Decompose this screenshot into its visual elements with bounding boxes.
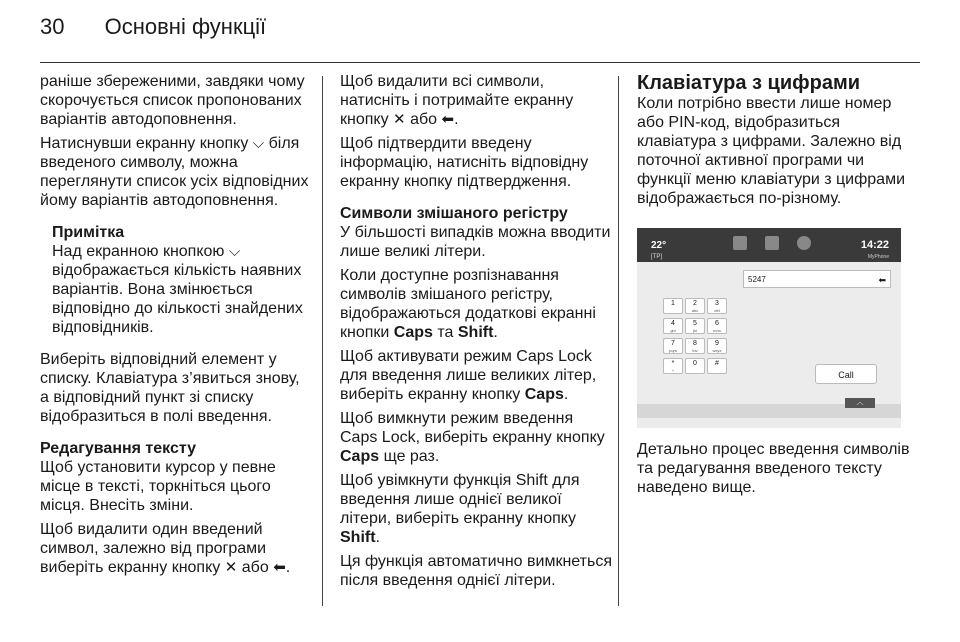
keypad-key[interactable] xyxy=(707,318,727,334)
key-digit: * xyxy=(671,360,675,367)
entry-value: 5247 xyxy=(748,275,766,284)
text: та xyxy=(437,324,454,341)
key-digit: 3 xyxy=(715,300,719,307)
text: . xyxy=(375,529,380,546)
music-icon xyxy=(733,236,747,250)
paragraph: Щоб установити курсор у певне місце в тексті, торкніться цього місця. Внесіть зміни. xyxy=(40,459,276,514)
chevron-down-icon: ⌵ xyxy=(228,243,241,260)
paragraph xyxy=(340,409,612,466)
keypad-key[interactable] xyxy=(663,338,683,354)
text: або xyxy=(241,559,269,576)
paragraph: Коли потрібно ввести лише номер або PIN-код, відобразиться клавіатура з цифрами. Залежно від поточної активної програми чи функції меню клавіатури з цифрами відображається по-різному. xyxy=(637,95,906,207)
note-title: Примітка xyxy=(52,224,125,241)
caps-label: Caps xyxy=(340,448,380,465)
paragraph xyxy=(340,471,612,547)
caps-label: Caps xyxy=(524,386,564,403)
call-button[interactable]: Call xyxy=(815,364,877,384)
page-number: 30 xyxy=(40,14,65,39)
keypad-key[interactable] xyxy=(707,358,727,374)
close-x-icon: ✕ xyxy=(224,559,238,576)
key-letters: mno xyxy=(713,328,721,333)
keypad-key[interactable] xyxy=(685,338,705,354)
text: . xyxy=(563,386,569,403)
paragraph xyxy=(340,266,612,342)
section-heading: Символи змішаного регістру xyxy=(340,205,568,222)
text: Коли доступне розпізнавання символів змішаного регістру, відображаються додаткові екранні кнопки xyxy=(340,267,596,341)
key-digit: 4 xyxy=(671,320,675,327)
key-digit: 9 xyxy=(715,340,719,347)
key-letters: tuv xyxy=(692,348,698,353)
text: Над екранною кнопкою xyxy=(52,243,225,260)
column-divider xyxy=(618,76,619,606)
text: Щоб видалити всі символи, натисніть і потримайте екранну кнопку xyxy=(340,73,574,128)
paragraph: Виберіть відповідний елемент у списку. Клавіатура з’явиться знову, а відповідний пункт зі списку відобразиться в полі введення. xyxy=(40,351,300,425)
text: Щоб вимкнути режим введення Caps Lock, виберіть екранну кнопку xyxy=(340,410,605,446)
phone-icon xyxy=(765,236,779,250)
keypad-key[interactable] xyxy=(663,298,683,314)
paragraph xyxy=(52,242,312,337)
chevron-up-icon[interactable]: ︿ xyxy=(845,398,875,408)
page-title: Основні функції xyxy=(104,14,267,39)
key-digit: 0 xyxy=(693,360,697,367)
number-entry-field[interactable] xyxy=(743,270,891,288)
back-arrow-icon[interactable]: ⬅ xyxy=(878,275,886,285)
text: Щоб увімкнути функція Shift для введення лише однієї великої літери, виберіть екранну кнопку xyxy=(340,472,580,527)
key-letters: def xyxy=(714,308,720,313)
paragraph: У більшості випадків можна вводити лише великі літери. xyxy=(340,224,611,260)
keypad-key[interactable] xyxy=(663,358,683,374)
section-heading: Клавіатура з цифрами xyxy=(637,72,861,94)
key-digit: 1 xyxy=(671,300,675,307)
key-letters: ghi xyxy=(670,328,676,333)
back-arrow-icon: ⬅ xyxy=(441,111,455,128)
shift-label: Shift xyxy=(457,324,494,341)
text: Натиснувши екранну кнопку xyxy=(40,135,249,152)
status-bar xyxy=(637,228,901,262)
page-header xyxy=(40,14,266,40)
keypad-key[interactable] xyxy=(663,318,683,334)
text: біля введеного символу, можна переглянути список усіх відповідних йому варіантів автодоповнення. xyxy=(40,135,309,209)
paragraph: раніше збереженими, завдяки чому скорочується список пропонованих варіантів автодоповнення. xyxy=(40,73,305,128)
app-icon xyxy=(797,236,811,250)
paragraph xyxy=(340,72,612,129)
paragraph: Ця функція автоматично вимкнеться після введення однієї літери. xyxy=(340,553,612,589)
key-letters: pqrs xyxy=(669,348,677,353)
note-block xyxy=(52,223,312,337)
key-letters: abc xyxy=(691,308,699,313)
phone-name: MyPhone xyxy=(867,254,889,260)
key-digit: # xyxy=(715,360,719,367)
column-3 xyxy=(637,72,917,502)
keypad-key[interactable] xyxy=(707,298,727,314)
keypad-key[interactable] xyxy=(685,318,705,334)
back-arrow-icon: ⬅ xyxy=(273,559,286,576)
text: ще раз. xyxy=(383,448,440,465)
column-divider xyxy=(322,76,323,606)
paragraph: Щоб підтвердити введену інформацію, натисніть відповідну екранну кнопку підтвердження. xyxy=(340,135,589,190)
key-digit: 8 xyxy=(693,340,697,347)
key-digit: 2 xyxy=(693,300,697,307)
text: . xyxy=(285,559,291,576)
keypad-key[interactable] xyxy=(707,338,727,354)
header-rule xyxy=(40,62,920,63)
key-digit: 6 xyxy=(715,320,719,327)
keypad-key[interactable] xyxy=(685,358,705,374)
text: або xyxy=(410,111,438,128)
shift-label: Shift xyxy=(340,529,376,546)
clock: 14:22 xyxy=(860,239,889,251)
column-1 xyxy=(40,72,312,582)
tp-indicator: [TP] xyxy=(651,254,663,260)
key-digit: 7 xyxy=(671,340,675,347)
keypad-key[interactable] xyxy=(685,298,705,314)
paragraph xyxy=(40,520,312,577)
paragraph xyxy=(40,134,312,210)
paragraph: Детально процес введення символів та редагування введеного тексту наведено вище. xyxy=(637,441,910,496)
chevron-down-icon: ⌵ xyxy=(252,135,265,152)
key-letters: wxyz xyxy=(712,348,722,353)
paragraph xyxy=(340,347,612,404)
text: Щоб активувати режим Caps Lock для введення лише великих літер, виберіть екранну кнопку xyxy=(340,348,597,403)
close-x-icon: ✕ xyxy=(393,111,406,128)
text: відображається кількість наявних варіантів. Вона змінюється відповідно до кількості знайдених відповідників. xyxy=(52,262,303,336)
text: . xyxy=(454,111,459,128)
temperature: 22° xyxy=(651,240,667,251)
column-2 xyxy=(340,72,612,595)
text: . xyxy=(493,324,498,341)
numeric-keypad-screenshot xyxy=(637,228,901,428)
key-letters: + xyxy=(671,368,675,373)
section-heading: Редагування тексту xyxy=(40,440,196,457)
caps-label: Caps xyxy=(393,324,433,341)
key-letters: jkl xyxy=(693,328,697,333)
key-digit: 5 xyxy=(693,320,697,327)
text: Щоб видалити один введений символ, залежно від програми виберіть екранну кнопку xyxy=(40,521,267,576)
